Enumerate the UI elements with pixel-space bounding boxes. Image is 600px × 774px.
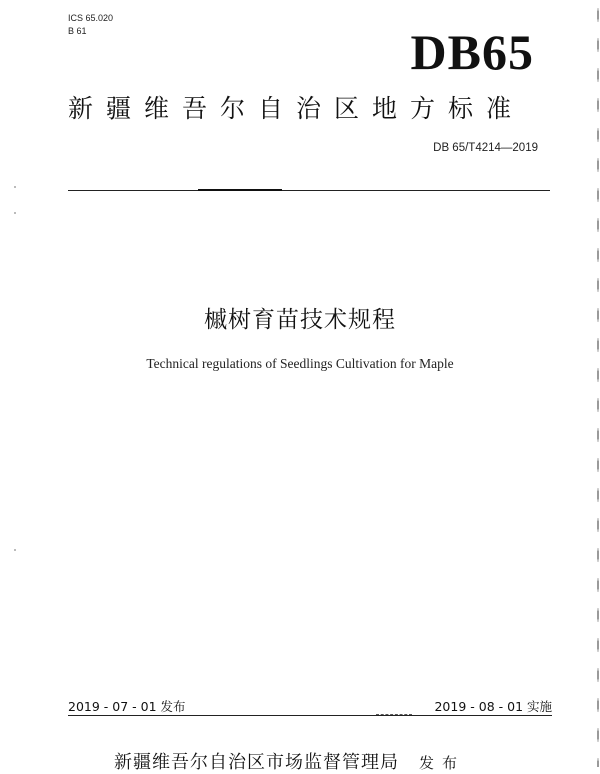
classification-codes <box>68 12 113 38</box>
scan-mark <box>14 186 16 188</box>
footer-divider-dash <box>376 714 412 715</box>
issuing-action: 发布 <box>419 754 466 772</box>
issuing-authority <box>114 748 465 774</box>
issue-date: 2019 - 07 - 01 发布 <box>68 699 186 714</box>
document-title-chinese: 槭树育苗技术规程 <box>204 307 396 333</box>
header-divider-accent <box>198 189 282 191</box>
scan-mark <box>14 212 16 214</box>
scan-edge-artifact <box>596 0 600 767</box>
db-logo: DB65 <box>410 24 534 80</box>
ics-code: ICS 65.020 <box>68 13 114 23</box>
ccs-code: B 61 <box>68 26 87 36</box>
issuing-body: 新疆维吾尔自治区市场监督管理局 <box>114 752 399 773</box>
footer-divider <box>68 715 552 716</box>
scan-mark <box>14 549 16 551</box>
standard-number: DB 65/T4214—2019 <box>433 142 538 154</box>
header-divider <box>68 190 550 191</box>
document-title-english: Technical regulations of Seedlings Cultivation for Maple <box>146 356 454 371</box>
standard-type-heading: 新疆维吾尔自治区地方标准 <box>68 94 525 123</box>
implementation-date: 2019 - 08 - 01 实施 <box>434 699 552 714</box>
